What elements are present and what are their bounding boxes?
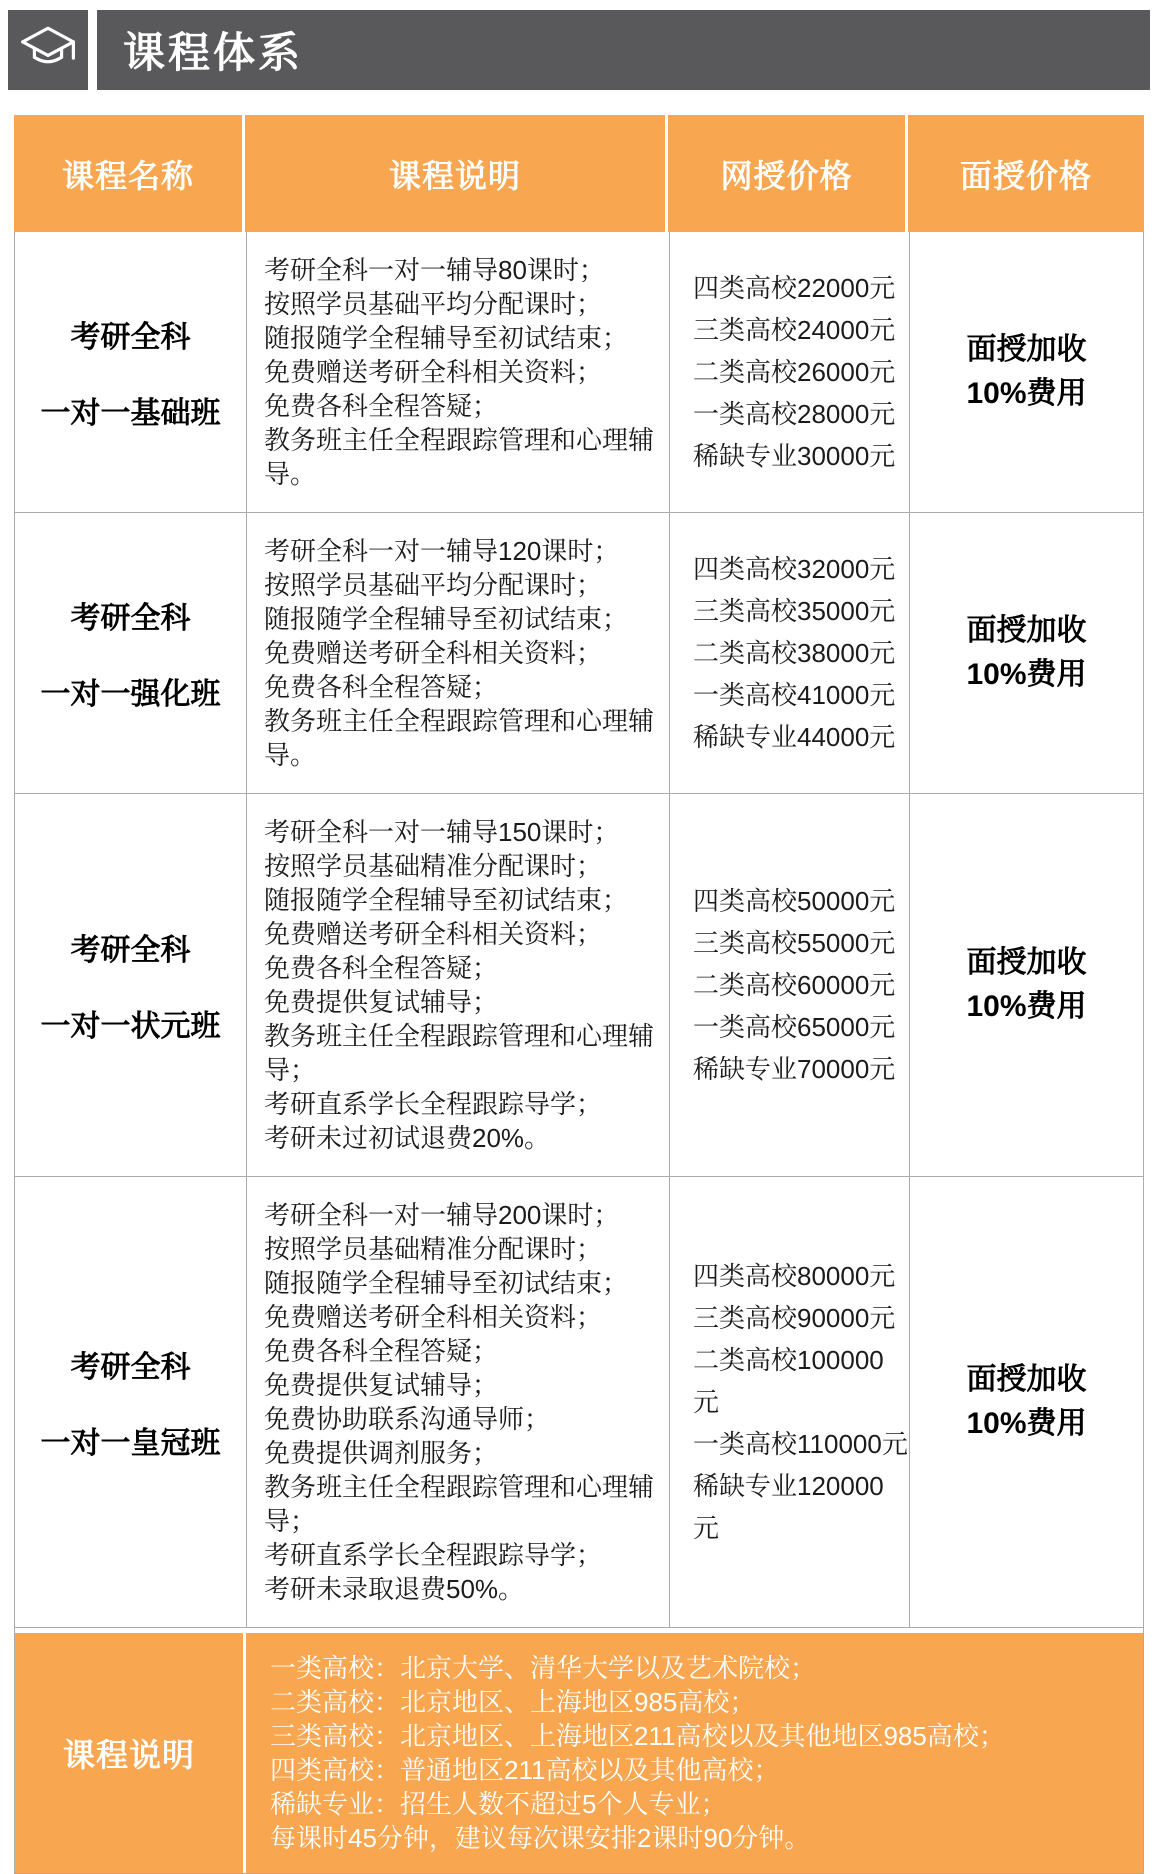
online-price-list xyxy=(669,513,909,793)
column-header-offline-price: 面授价格 xyxy=(908,115,1144,232)
text-line: 面授加收 xyxy=(966,946,1087,979)
table-row-intensive-class xyxy=(15,513,1143,794)
text-line: 一对一皇冠班 xyxy=(40,1427,221,1460)
text-line: 考研全科一对一辅导200课时； xyxy=(264,1200,620,1230)
graduation-cap-icon xyxy=(8,10,88,90)
text-line: 按照学员基础精准分配课时； xyxy=(264,1234,603,1264)
text-line: 二类高校：北京地区、上海地区985高校； xyxy=(270,1687,756,1717)
text-line: 10%费用 xyxy=(966,990,1087,1023)
text-line: 一对一状元班 xyxy=(40,1010,221,1043)
table-row-crown-class xyxy=(15,1177,1143,1628)
text-line: 考研全科 xyxy=(70,602,191,635)
text-line: 随报随学全程辅导至初试结束； xyxy=(264,885,629,915)
text-line: 二类高校38000元 xyxy=(693,638,896,668)
text-line: 一类高校28000元 xyxy=(693,399,896,429)
course-table xyxy=(14,115,1144,1874)
title-bar xyxy=(97,10,1150,90)
column-header-online-price: 网授价格 xyxy=(668,115,908,232)
offline-price-note xyxy=(909,1177,1143,1627)
text-line: 三类高校55000元 xyxy=(693,928,896,958)
table-body xyxy=(14,232,1144,1874)
text-line: 按照学员基础平均分配课时； xyxy=(264,570,603,600)
course-description xyxy=(246,232,669,512)
text-line: 四类高校22000元 xyxy=(693,273,896,303)
text-line: 10%费用 xyxy=(966,377,1087,410)
text-line: 二类高校100000元 xyxy=(693,1345,884,1417)
text-line: 考研全科 xyxy=(70,934,191,967)
text-line: 三类高校24000元 xyxy=(693,315,896,345)
text-line: 一类高校65000元 xyxy=(693,1012,896,1042)
text-line: 随报随学全程辅导至初试结束； xyxy=(264,323,629,353)
text-line: 教务班主任全程跟踪管理和心理辅导； xyxy=(264,1021,655,1085)
text-line: 二类高校60000元 xyxy=(693,970,896,1000)
page-header xyxy=(0,0,1158,90)
text-line: 免费各科全程答疑； xyxy=(264,391,499,421)
text-line: 免费赠送考研全科相关资料； xyxy=(264,638,603,668)
text-line: 每课时45分钟，建议每次课安排2课时90分钟。 xyxy=(270,1823,811,1853)
text-line: 二类高校26000元 xyxy=(693,357,896,387)
column-header-course-name: 课程名称 xyxy=(14,115,245,232)
page-title: 课程体系 xyxy=(123,29,304,76)
offline-price-text xyxy=(966,328,1086,416)
text-line: 按照学员基础平均分配课时； xyxy=(264,289,603,319)
online-price-list xyxy=(669,794,909,1176)
text-line: 三类高校90000元 xyxy=(693,1303,896,1333)
column-header-course-desc: 课程说明 xyxy=(245,115,668,232)
text-line: 一类高校：北京大学、清华大学以及艺术院校； xyxy=(270,1653,817,1683)
course-name xyxy=(15,794,246,1176)
offline-price-note xyxy=(909,232,1143,512)
text-line: 免费赠送考研全科相关资料； xyxy=(264,357,603,387)
course-description xyxy=(246,794,669,1176)
footer-label: 课程说明 xyxy=(15,1633,246,1873)
text-line: 三类高校35000元 xyxy=(693,596,896,626)
text-line: 考研未录取退费50%。 xyxy=(264,1574,525,1604)
online-price-list xyxy=(669,1177,909,1627)
text-line: 考研全科一对一辅导150课时； xyxy=(264,817,620,847)
course-description xyxy=(246,1177,669,1627)
text-line: 一类高校41000元 xyxy=(693,680,896,710)
text-line: 四类高校32000元 xyxy=(693,554,896,584)
offline-price-text xyxy=(966,609,1086,697)
offline-price-note xyxy=(909,794,1143,1176)
text-line: 教务班主任全程跟踪管理和心理辅导； xyxy=(264,1472,655,1536)
text-line: 一对一基础班 xyxy=(40,397,221,430)
offline-price-note xyxy=(909,513,1143,793)
text-line: 考研直系学长全程跟踪导学； xyxy=(264,1089,603,1119)
table-header-row xyxy=(14,115,1144,232)
text-line: 四类高校80000元 xyxy=(693,1261,896,1291)
text-line: 四类高校：普通地区211高校以及其他高校； xyxy=(270,1755,780,1785)
text-line: 稀缺专业30000元 xyxy=(693,441,896,471)
text-line: 面授加收 xyxy=(966,614,1087,647)
text-line: 免费提供调剂服务； xyxy=(264,1438,499,1468)
text-line: 免费各科全程答疑； xyxy=(264,953,499,983)
course-name xyxy=(15,513,246,793)
course-description xyxy=(246,513,669,793)
text-line: 按照学员基础精准分配课时； xyxy=(264,851,603,881)
text-line: 考研直系学长全程跟踪导学； xyxy=(264,1540,603,1570)
text-line: 三类高校：北京地区、上海地区211高校以及其他地区985高校； xyxy=(270,1721,1005,1751)
text-line: 免费赠送考研全科相关资料； xyxy=(264,919,603,949)
text-line: 一对一强化班 xyxy=(40,678,221,711)
text-line: 稀缺专业44000元 xyxy=(693,722,896,752)
table-row-basic-class xyxy=(15,232,1143,513)
text-line: 教务班主任全程跟踪管理和心理辅导。 xyxy=(264,706,655,770)
text-line: 免费提供复试辅导； xyxy=(264,1370,499,1400)
table-row-champion-class xyxy=(15,794,1143,1177)
text-line: 考研全科 xyxy=(70,321,191,354)
text-line: 10%费用 xyxy=(966,1407,1087,1440)
footer-notes xyxy=(246,1633,1143,1873)
text-line: 10%费用 xyxy=(966,658,1087,691)
text-line: 免费协助联系沟通导师； xyxy=(264,1404,551,1434)
online-price-list xyxy=(669,232,909,512)
text-line: 考研全科一对一辅导80课时； xyxy=(264,255,605,285)
offline-price-text xyxy=(966,941,1086,1029)
text-line: 免费提供复试辅导； xyxy=(264,987,499,1017)
course-name xyxy=(15,232,246,512)
text-line: 考研全科一对一辅导120课时； xyxy=(264,536,620,566)
text-line: 教务班主任全程跟踪管理和心理辅导。 xyxy=(264,425,655,489)
text-line: 四类高校50000元 xyxy=(693,886,896,916)
text-line: 考研未过初试退费20%。 xyxy=(264,1123,551,1153)
text-line: 面授加收 xyxy=(966,333,1087,366)
text-line: 考研全科 xyxy=(70,1351,191,1384)
text-line: 一类高校110000元 xyxy=(693,1429,908,1459)
text-line: 稀缺专业：招生人数不超过5个人专业； xyxy=(270,1789,727,1819)
text-line: 免费各科全程答疑； xyxy=(264,1336,499,1366)
text-line: 免费各科全程答疑； xyxy=(264,672,499,702)
text-line: 免费赠送考研全科相关资料； xyxy=(264,1302,603,1332)
offline-price-text xyxy=(966,1358,1086,1446)
text-line: 面授加收 xyxy=(966,1363,1087,1396)
text-line: 随报随学全程辅导至初试结束； xyxy=(264,1268,629,1298)
course-name xyxy=(15,1177,246,1627)
table-footer-row xyxy=(15,1633,1143,1873)
text-line: 随报随学全程辅导至初试结束； xyxy=(264,604,629,634)
text-line: 稀缺专业120000元 xyxy=(693,1471,884,1543)
text-line: 稀缺专业70000元 xyxy=(693,1054,896,1084)
